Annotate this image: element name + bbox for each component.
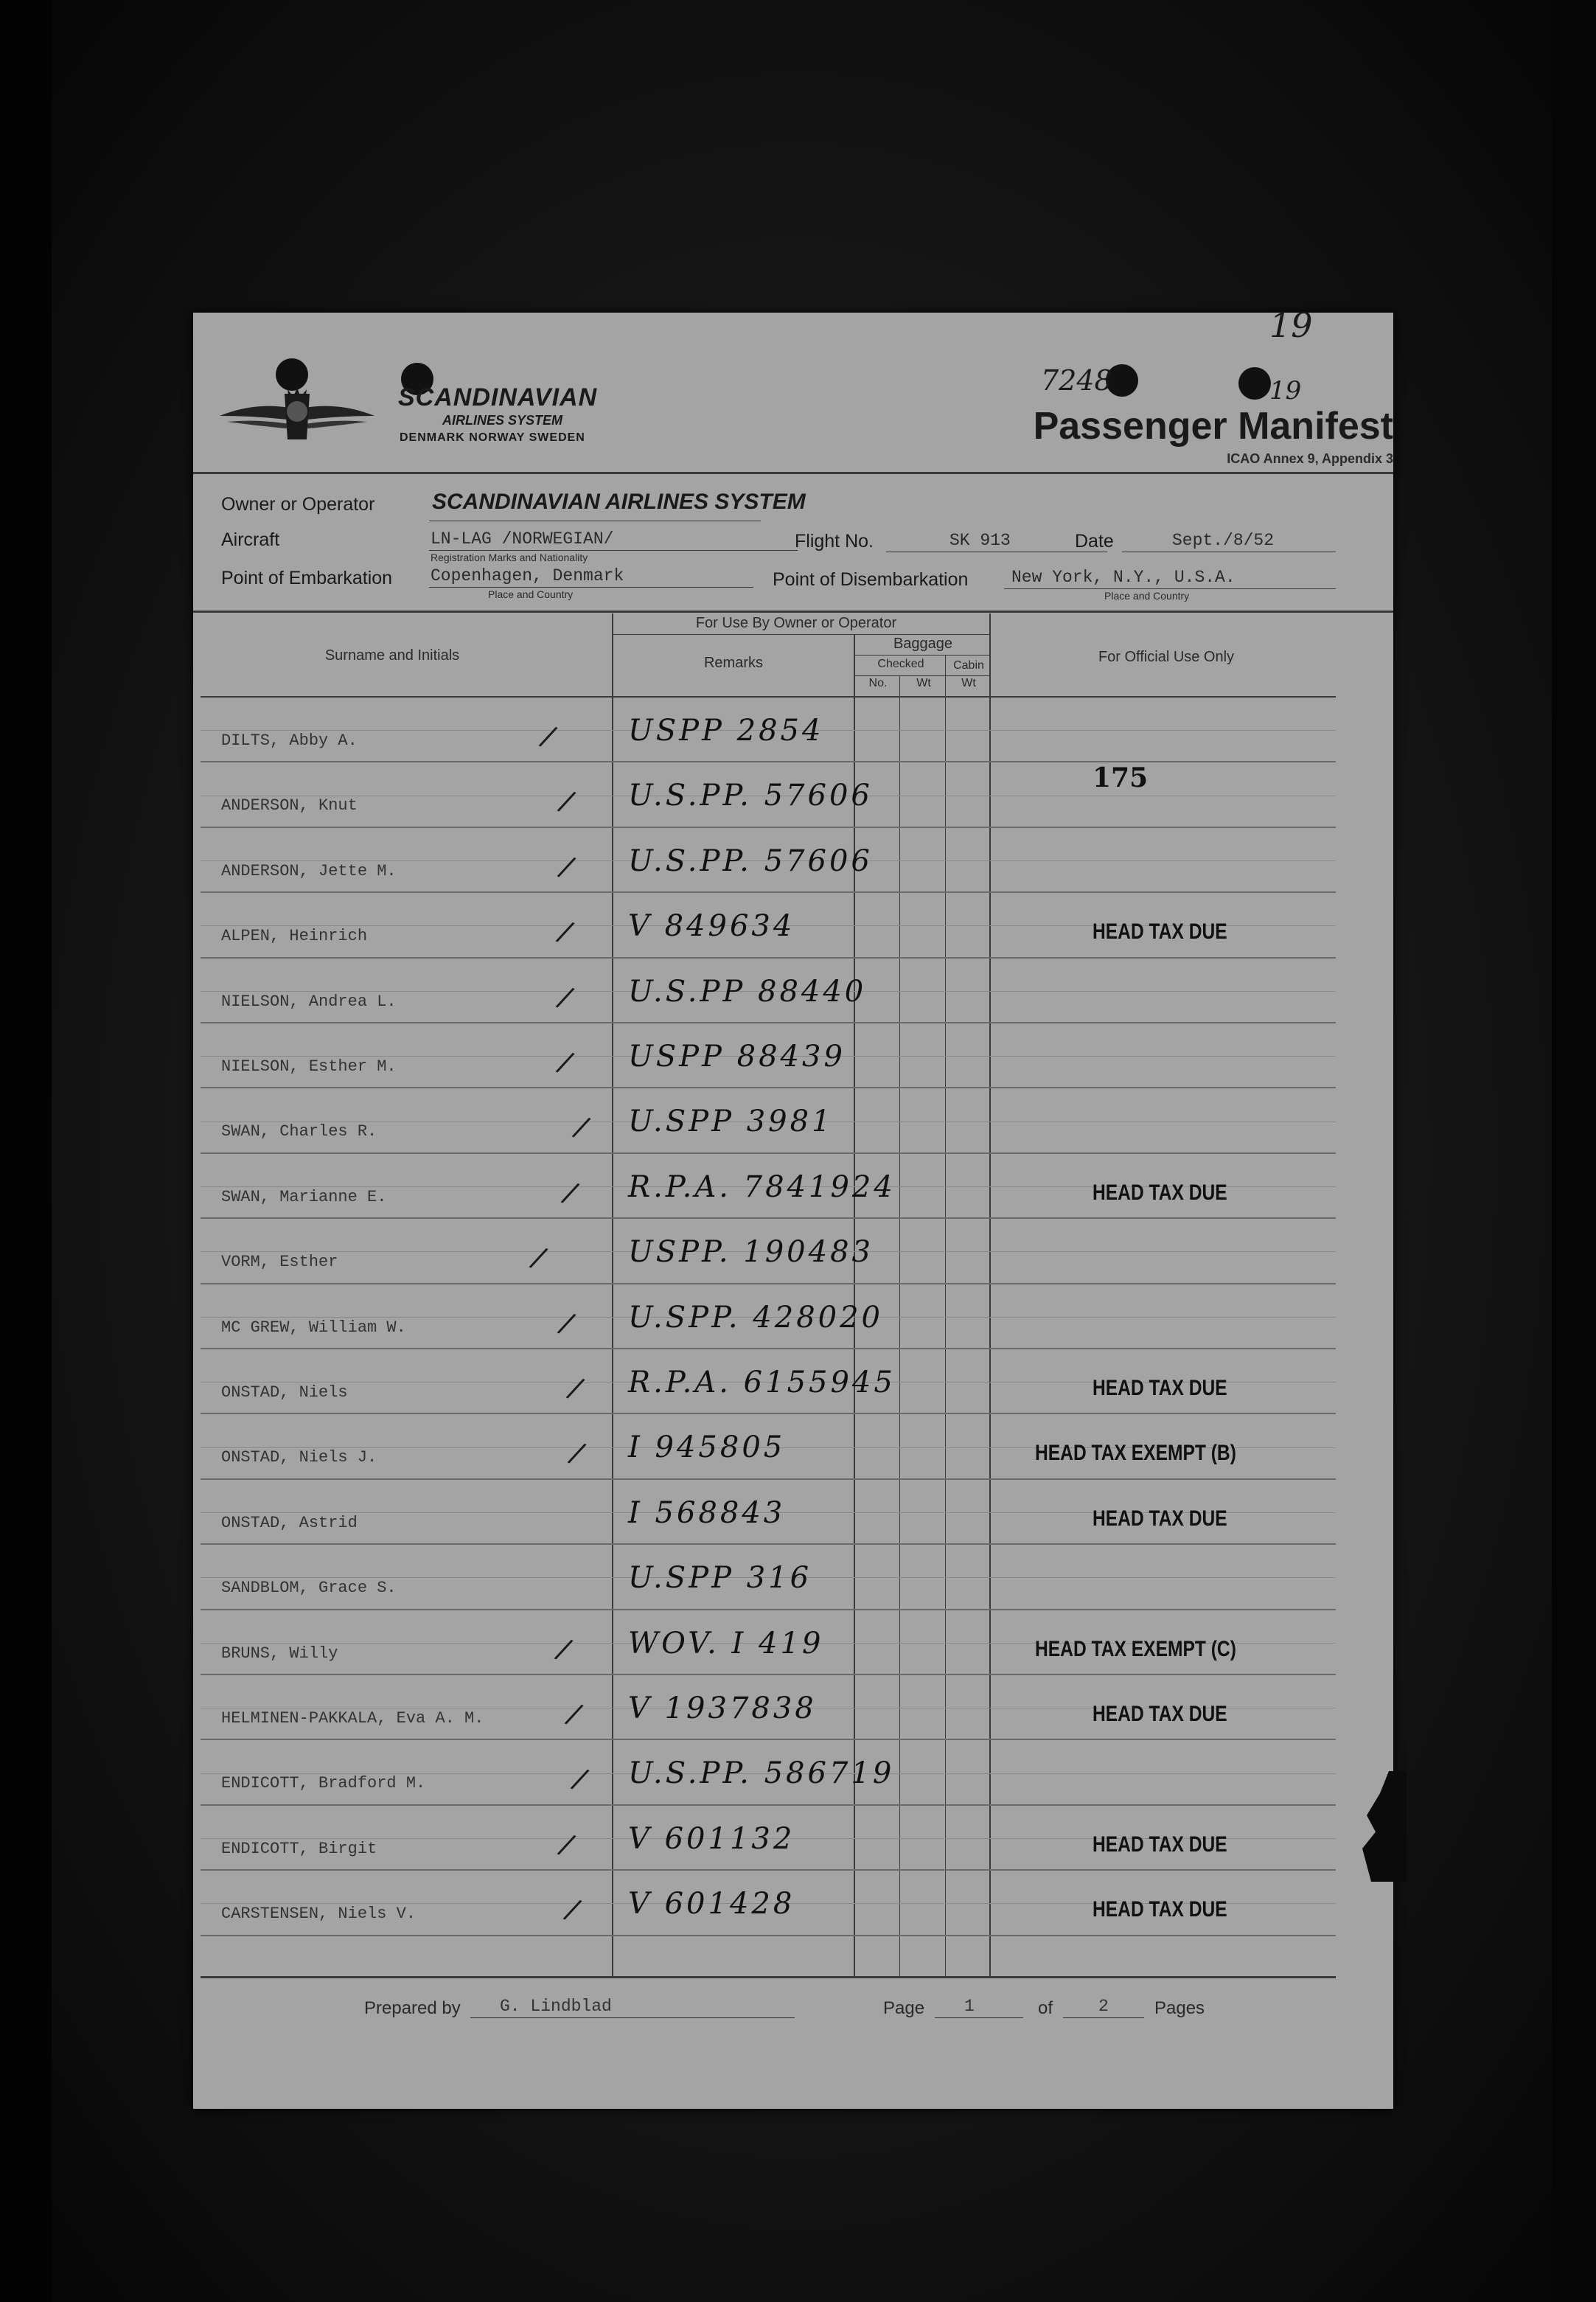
row-separator — [201, 1217, 1336, 1219]
embarkation-value: Copenhagen, Denmark — [431, 566, 624, 585]
check-mark-icon: / — [569, 1110, 593, 1146]
manifest-page — [193, 305, 1393, 2109]
column-header-official: For Official Use Only — [1098, 649, 1235, 665]
passport-remark: U.SPP. 428020 — [628, 1300, 884, 1335]
field-underline — [470, 2017, 795, 2018]
row-separator — [201, 1087, 1336, 1088]
owner-value: SCANDINAVIAN AIRLINES SYSTEM — [432, 490, 806, 514]
check-mark-icon: / — [558, 1175, 582, 1211]
pages-label: Pages — [1154, 1998, 1205, 2018]
column-header-name: Surname and Initials — [324, 647, 460, 664]
column-header-weight: Wt — [916, 677, 931, 689]
row-separator — [201, 1543, 1336, 1545]
date-label: Date — [1075, 531, 1114, 552]
column-divider — [899, 675, 900, 1976]
row-separator — [201, 1413, 1336, 1414]
row-separator — [201, 1674, 1336, 1675]
header-subrule — [612, 634, 991, 635]
passenger-name: ANDERSON, Jette M. — [221, 861, 397, 880]
passenger-name: DILTS, Abby A. — [221, 731, 358, 750]
embarkation-label: Point of Embarkation — [221, 568, 393, 588]
field-underline — [1004, 588, 1336, 589]
owner-label: Owner or Operator — [221, 494, 375, 515]
torn-edge — [1362, 1771, 1407, 1882]
handwritten-code: 7248 — [1041, 364, 1112, 397]
header-rule — [193, 472, 1393, 474]
column-header-checked: Checked — [877, 658, 924, 670]
flight-value: SK 913 — [949, 531, 1011, 550]
passport-remark: R.P.A. 6155945 — [628, 1366, 896, 1399]
brand-name: SCANDINAVIAN — [398, 383, 598, 411]
airline-brand — [398, 383, 597, 447]
film-edge-left — [0, 0, 52, 2302]
row-separator — [201, 1869, 1336, 1871]
row-separator — [201, 1935, 1336, 1936]
of-label: of — [1038, 1998, 1053, 2018]
field-underline — [935, 2017, 1023, 2018]
passport-remark: V 1937838 — [628, 1691, 817, 1725]
column-header-number: No. — [868, 677, 888, 689]
aircraft-hint: Registration Marks and Nationality — [431, 552, 588, 563]
page-subtitle: ICAO Annex 9, Appendix 3 — [1227, 451, 1393, 466]
table-bottom-rule — [201, 1976, 1336, 1978]
passport-remark: U.S.PP. 57606 — [628, 779, 873, 813]
passport-remark: I 945805 — [628, 1430, 786, 1465]
passenger-name: ANDERSON, Knut — [221, 796, 358, 816]
passenger-name: CARSTENSEN, Niels V. — [221, 1905, 417, 1924]
row-separator — [201, 957, 1336, 959]
passenger-name: ENDICOTT, Bradford M. — [221, 1774, 426, 1793]
disembarkation-hint: Place and Country — [1104, 590, 1190, 602]
row-separator — [201, 1283, 1336, 1284]
official-note: HEAD TAX EXEMPT (C) — [1035, 1636, 1236, 1661]
passenger-name: BRUNS, Willy — [221, 1644, 338, 1663]
embarkation-hint: Place and Country — [488, 588, 574, 600]
passport-remark: V 601428 — [628, 1887, 795, 1922]
passport-remark: USPP. 190483 — [628, 1235, 874, 1270]
check-mark-icon: / — [568, 1762, 592, 1798]
column-divider — [989, 613, 991, 1976]
passenger-name: SWAN, Charles R. — [221, 1122, 377, 1141]
field-underline — [429, 587, 753, 588]
column-header-remarks: Remarks — [703, 655, 763, 671]
official-note: HEAD TAX DUE — [1093, 1506, 1227, 1531]
official-note: HEAD TAX EXEMPT (B) — [1035, 1441, 1236, 1466]
column-header-cabin: Cabin — [953, 659, 984, 672]
header-subrule — [855, 655, 991, 656]
passport-remark: WOV. I 419 — [628, 1626, 824, 1661]
flight-label: Flight No. — [795, 531, 874, 552]
passport-remark: USPP 88439 — [628, 1040, 846, 1074]
header-bottom-rule — [201, 696, 1336, 698]
brand-countries: DENMARK NORWAY SWEDEN — [400, 431, 585, 444]
passport-remark: U.S.PP. 57606 — [628, 844, 873, 878]
official-note: HEAD TAX DUE — [1093, 1702, 1227, 1726]
passport-remark: U.S.PP. 586719 — [628, 1756, 895, 1791]
check-mark-icon: / — [563, 1371, 588, 1406]
official-note: HEAD TAX DUE — [1093, 1897, 1227, 1922]
row-separator — [201, 1609, 1336, 1610]
disembarkation-label: Point of Disembarkation — [773, 569, 969, 590]
column-header-baggage: Baggage — [893, 636, 953, 652]
row-separator — [201, 891, 1336, 893]
check-mark-icon: / — [526, 1240, 551, 1276]
film-edge-right — [1552, 0, 1596, 2302]
brand-system: AIRLINES SYSTEM — [442, 413, 563, 428]
form-rule — [193, 611, 1393, 613]
prepared-by-value: G. Lindblad — [500, 1997, 612, 2016]
row-separator — [201, 1022, 1336, 1023]
passport-remark: U.SPP 316 — [628, 1561, 812, 1596]
passport-remark: V 601132 — [628, 1821, 795, 1856]
check-mark-icon: / — [553, 1045, 577, 1080]
column-divider — [945, 655, 946, 1976]
passport-remark: I 568843 — [628, 1495, 786, 1530]
check-mark-icon: / — [554, 849, 579, 885]
column-header-operator: For Use By Owner or Operator — [695, 615, 897, 631]
passenger-name: ENDICOTT, Birgit — [221, 1839, 377, 1858]
sas-logo-icon — [220, 386, 374, 445]
passenger-name: SANDBLOM, Grace S. — [221, 1579, 397, 1598]
check-mark-icon: / — [553, 979, 577, 1015]
passenger-name: SWAN, Marianne E. — [221, 1187, 387, 1206]
total-pages-value: 2 — [1098, 1997, 1109, 2016]
handwritten-mid-number: 19 — [1269, 376, 1302, 406]
passenger-name: NIELSON, Andrea L. — [221, 992, 397, 1011]
row-separator — [201, 1739, 1336, 1740]
row-separator — [201, 1152, 1336, 1154]
passenger-name: MC GREW, William W. — [221, 1318, 406, 1337]
check-mark-icon: / — [554, 784, 579, 820]
passenger-name: ONSTAD, Niels J. — [221, 1448, 377, 1467]
official-note: HEAD TAX DUE — [1093, 919, 1227, 945]
stamp-number: 175 — [1093, 762, 1149, 793]
punch-hole — [1238, 367, 1271, 400]
page-value: 1 — [964, 1997, 975, 2016]
field-underline — [429, 550, 798, 551]
check-mark-icon: / — [554, 1305, 579, 1341]
passenger-name: ONSTAD, Niels — [221, 1383, 348, 1402]
check-mark-icon: / — [551, 1631, 576, 1667]
passenger-name: VORM, Esther — [221, 1253, 338, 1272]
passport-remark: U.SPP 3981 — [628, 1105, 834, 1139]
check-mark-icon: / — [554, 1827, 579, 1863]
page-label: Page — [883, 1998, 925, 2018]
row-separator — [201, 1478, 1336, 1480]
row-separator — [201, 1348, 1336, 1349]
disembarkation-value: New York, N.Y., U.S.A. — [1011, 568, 1236, 587]
check-mark-icon: / — [562, 1697, 586, 1732]
handwritten-top-number: 19 — [1269, 305, 1313, 345]
header-subrule — [855, 675, 991, 676]
prepared-by-label: Prepared by — [364, 1998, 461, 2018]
official-note: HEAD TAX DUE — [1093, 1180, 1227, 1205]
aircraft-value: LN-LAG /NORWEGIAN/ — [431, 529, 614, 549]
official-note: HEAD TAX DUE — [1093, 1832, 1227, 1857]
passport-remark: USPP 2854 — [628, 714, 824, 748]
aircraft-label: Aircraft — [221, 529, 280, 550]
check-mark-icon: / — [560, 1892, 585, 1927]
field-underline — [1063, 2017, 1144, 2018]
page-title: Passenger Manifest — [1033, 405, 1393, 448]
row-separator — [201, 827, 1336, 828]
date-value: Sept./8/52 — [1172, 531, 1275, 550]
passenger-name: HELMINEN-PAKKALA, Eva A. M. — [221, 1709, 484, 1728]
passenger-name: NIELSON, Esther M. — [221, 1057, 397, 1076]
column-header-cabin-weight: Wt — [961, 677, 976, 689]
passport-remark: V 849634 — [628, 909, 795, 944]
passport-remark: R.P.A. 7841924 — [628, 1169, 896, 1204]
check-mark-icon: / — [565, 1436, 589, 1472]
passport-remark: U.S.PP 88440 — [628, 974, 867, 1009]
passenger-name: ALPEN, Heinrich — [221, 927, 368, 946]
official-note: HEAD TAX DUE — [1093, 1376, 1227, 1400]
row-separator — [201, 1804, 1336, 1806]
column-divider — [612, 613, 613, 1976]
passenger-name: ONSTAD, Astrid — [221, 1513, 358, 1532]
check-mark-icon: / — [553, 914, 577, 950]
row-separator — [201, 761, 1336, 762]
check-mark-icon: / — [536, 719, 560, 754]
